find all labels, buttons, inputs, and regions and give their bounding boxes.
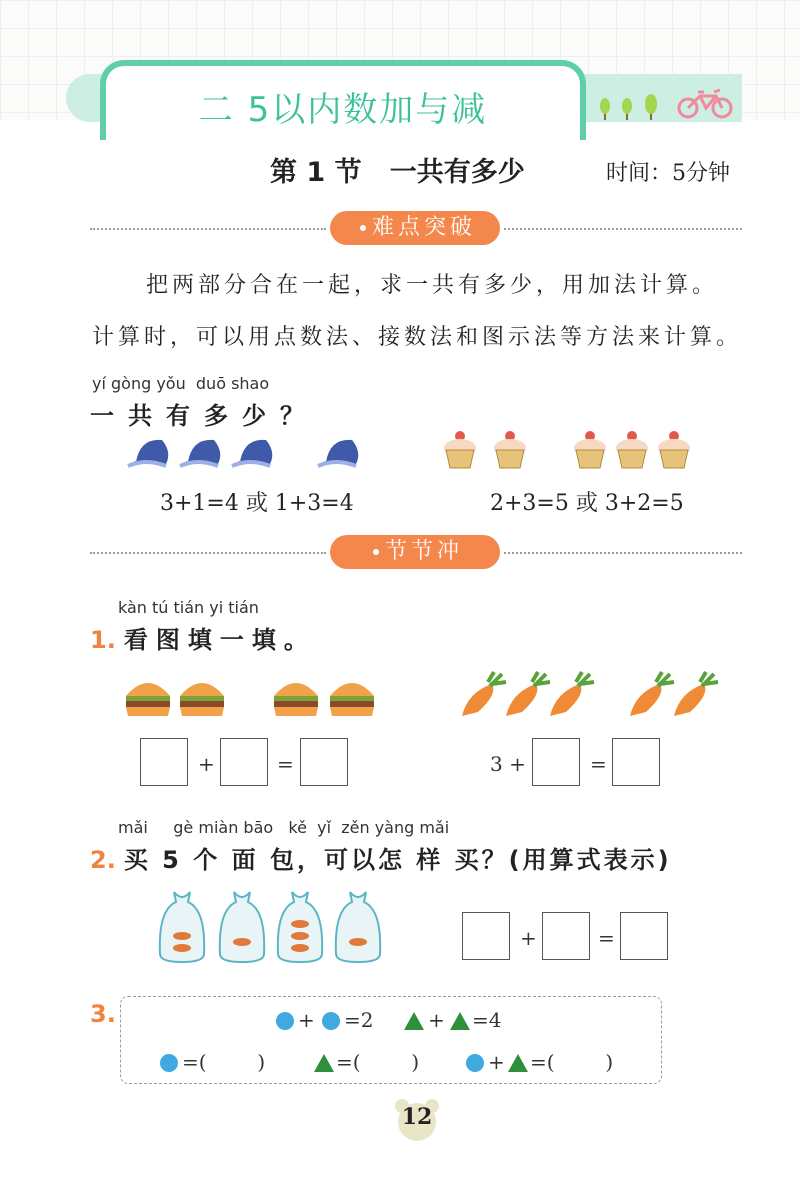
burger-icon (180, 683, 224, 716)
cap-icon (128, 440, 168, 466)
burger-icon (126, 683, 170, 716)
q1-text: 看图填一填。 (123, 626, 316, 654)
q3-number: 3. (90, 1000, 116, 1028)
bread-bag-icon (336, 892, 380, 962)
example-title: 一共有多少？ (90, 402, 318, 430)
blue-dot-icon (322, 1012, 340, 1030)
q2-plus: + (520, 926, 537, 950)
bread-bag-icon (278, 892, 322, 962)
caps-illustration (126, 432, 386, 472)
q1-pinyin: kàn tú tián yi tián (118, 598, 259, 617)
q3-row2-c: =( ) (530, 1050, 614, 1074)
divider-left (90, 228, 326, 230)
q1-burger-box-1[interactable] (140, 738, 188, 786)
bread-bags-illustration (160, 888, 400, 968)
burgers-illustration (124, 676, 384, 720)
explanation-line-1: 把两部分合在一起，求一共有多少，用加法计算。 (146, 273, 719, 298)
q2-box-3[interactable] (620, 912, 668, 960)
q2-box-1[interactable] (462, 912, 510, 960)
cap-icon (180, 440, 220, 466)
q1-burger-box-2[interactable] (220, 738, 268, 786)
blue-dot-icon (466, 1054, 484, 1072)
q1-carrot-box-1[interactable] (532, 738, 580, 786)
explanation-line-2: 计算时，可以用点数法、接数法和图示法等方法来计算。 (92, 325, 743, 350)
q1-question (90, 620, 316, 655)
q3-row1-a: =2 (344, 1008, 374, 1032)
q1-carrot-box-2[interactable] (612, 738, 660, 786)
cupcake-icon (616, 431, 648, 468)
q3-row1-b: =4 (472, 1008, 502, 1032)
cap-icon (318, 440, 358, 466)
q3-row2-a: =( ) (182, 1050, 266, 1074)
bicycle-icon (676, 86, 736, 120)
triangle-icon (450, 1012, 470, 1030)
burger-icon (274, 683, 318, 716)
practice-badge-label: 节节冲 A (384, 539, 463, 598)
q3-row2-plus: + (488, 1050, 505, 1074)
q3-row2-b: =( ) (336, 1050, 420, 1074)
cupcakes-illustration (440, 428, 700, 472)
q1-burger-equals: = (277, 752, 294, 776)
blue-dot-icon (160, 1054, 178, 1072)
q2-equals: = (598, 926, 615, 950)
q2-box-2[interactable] (542, 912, 590, 960)
q1-carrot-equals: = (590, 752, 607, 776)
time-label: 时间：5分钟 (606, 161, 730, 186)
triangle-icon (508, 1054, 528, 1072)
triangle-icon (404, 1012, 424, 1030)
blue-dot-icon (276, 1012, 294, 1030)
q3-number-wrap (90, 1000, 124, 1028)
carrot-icon (674, 672, 718, 716)
section-title: 第 1 节 一共有多少 (270, 157, 525, 188)
q1-carrot-prefix: 3 + (490, 752, 526, 776)
divider-right-2 (504, 552, 742, 554)
q1-burger-plus: + (198, 752, 215, 776)
cupcake-icon (444, 431, 476, 468)
q2-question (90, 840, 672, 875)
bread-bag-icon (160, 892, 204, 962)
q3-row1-plus-2: + (428, 1008, 445, 1032)
q1-burger-box-3[interactable] (300, 738, 348, 786)
q2-number: 2. (90, 846, 116, 874)
carrot-icon (462, 672, 506, 716)
carrots-illustration (458, 672, 728, 722)
difficulty-badge (330, 211, 500, 245)
triangle-icon (314, 1054, 334, 1072)
divider-left-2 (90, 552, 326, 554)
q2-pinyin: mǎi gè miàn bāo kě yǐ zěn yàng mǎi (118, 818, 450, 837)
trees-icon (598, 96, 678, 126)
cupcakes-equation: 2+3=5 或 3+2=5 (490, 491, 684, 516)
divider-right (504, 228, 742, 230)
example-pinyin: yí gòng yǒu duō shao (92, 374, 270, 393)
q1-number: 1. (90, 626, 116, 654)
caps-equation: 3+1=4 或 1+3=4 (160, 491, 354, 516)
cupcake-icon (574, 431, 606, 468)
cap-icon (232, 440, 272, 466)
burger-icon (330, 683, 374, 716)
carrot-icon (550, 672, 594, 716)
bread-bag-icon (220, 892, 264, 962)
carrot-icon (506, 672, 550, 716)
page-number: 12 (401, 1104, 433, 1130)
chapter-title: 二 5以内数加与减 (198, 90, 488, 130)
carrot-icon (630, 672, 674, 716)
q3-row1-plus: + (298, 1008, 315, 1032)
difficulty-badge-label: 难点突破 (371, 215, 476, 240)
practice-badge (330, 535, 500, 598)
cupcake-icon (658, 431, 690, 468)
cupcake-icon (494, 431, 526, 468)
q2-text: 买 5 个 面 包，可以怎 样 买？(用算式表示) (123, 846, 672, 874)
